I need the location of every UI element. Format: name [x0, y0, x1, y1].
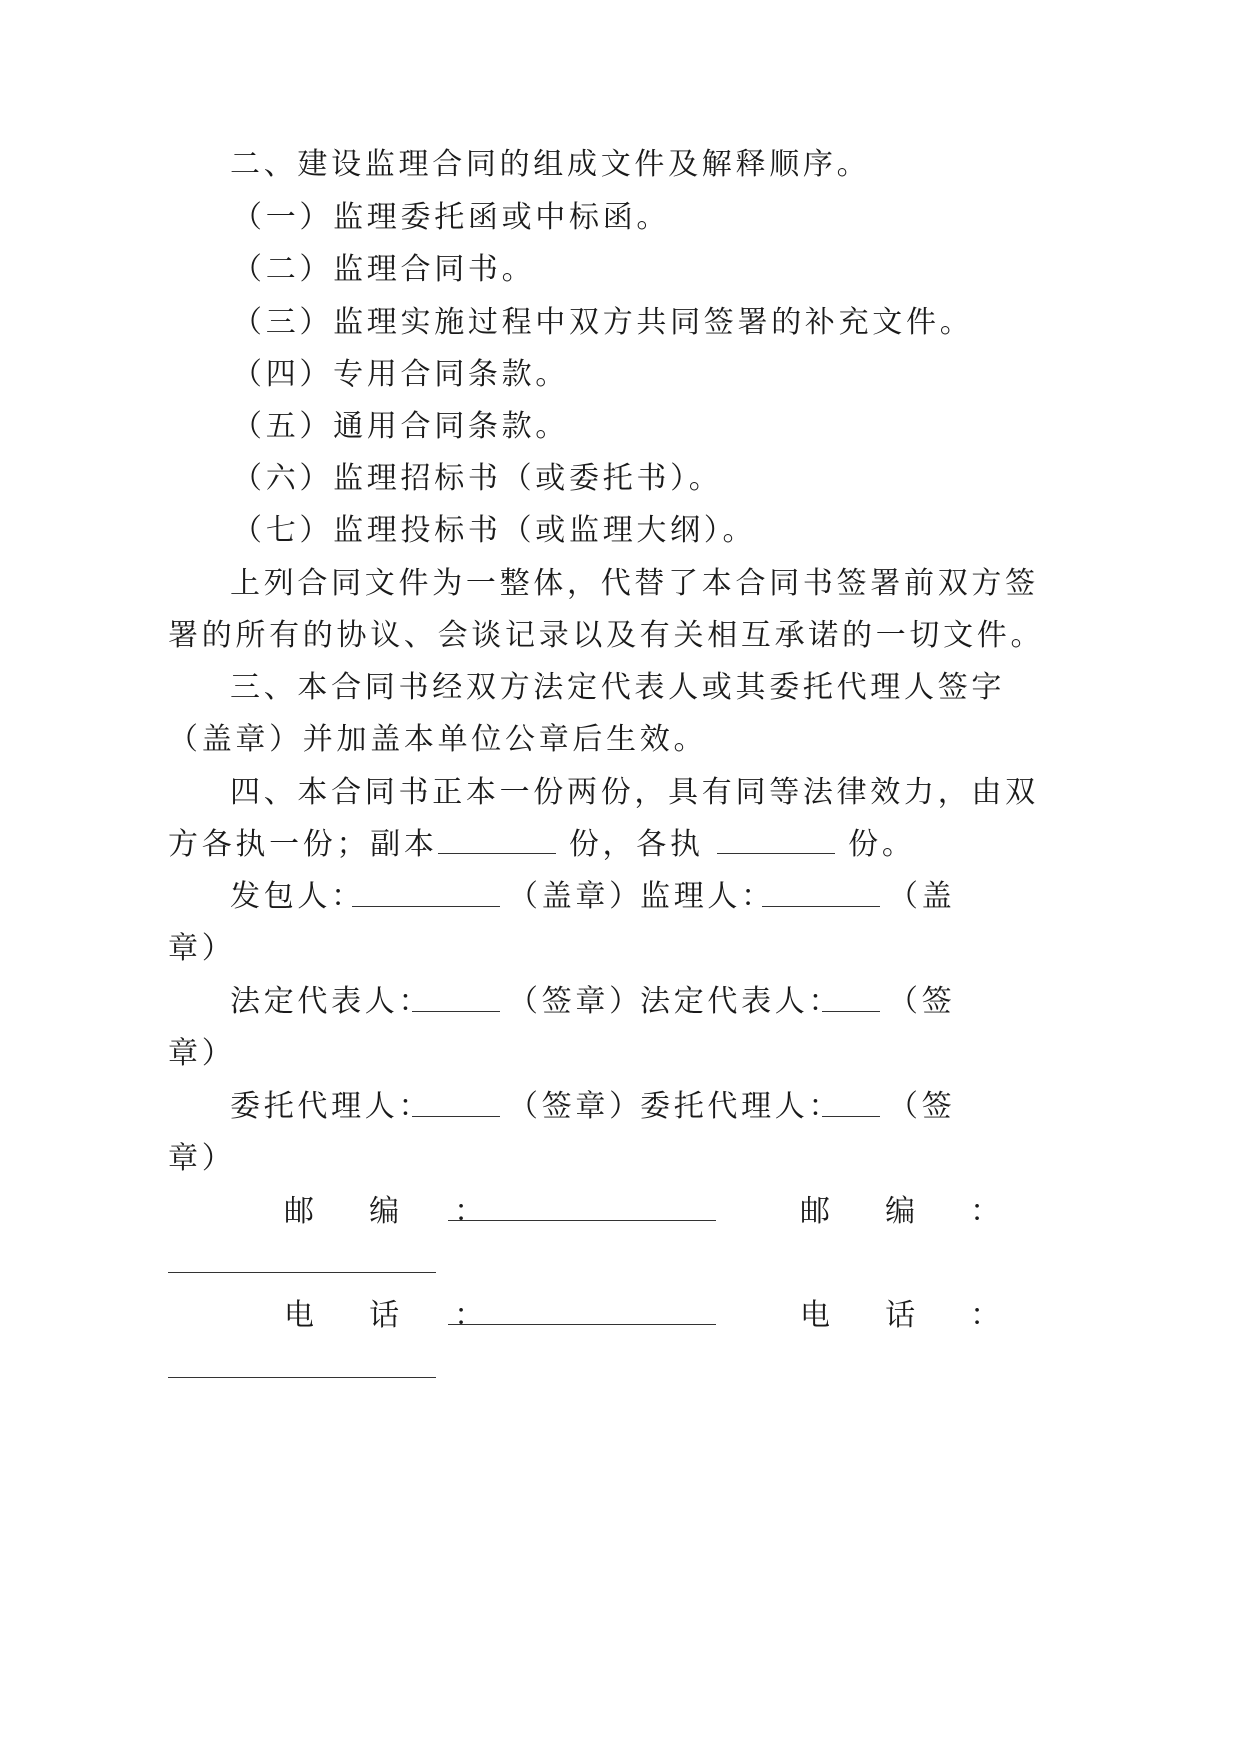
list-item: （五）通用合同条款。 — [232, 409, 569, 444]
legal-rep-label-right: 法定代表人： — [640, 984, 843, 1019]
legal-rep-sign-open-right: （签 — [888, 984, 956, 1019]
copies-unit-text: 份。 — [848, 827, 916, 862]
phone-label-right: 电 话 ： — [800, 1298, 1013, 1333]
legal-rep-sign-label-left: （签章） — [508, 984, 643, 1019]
section-3-line-2: （盖章）并加盖本单位公章后生效。 — [168, 722, 708, 757]
each-holds-blank[interactable] — [717, 827, 835, 854]
list-item: （三）监理实施过程中双方共同签署的补充文件。 — [232, 305, 974, 340]
agent-sign-open-right: （签 — [888, 1089, 956, 1124]
postcode-blank-right[interactable] — [168, 1272, 436, 1273]
agent-blank-left[interactable] — [412, 1090, 500, 1117]
agent-label-left: 委托代理人： — [230, 1089, 433, 1124]
list-item: （六）监理招标书（或委托书）。 — [232, 461, 723, 496]
employer-label: 发包人： — [230, 879, 365, 914]
agent-sign-close-right: 章） — [168, 1141, 236, 1176]
list-item: （一）监理委托函或中标函。 — [232, 200, 671, 235]
phone-blank-right[interactable] — [168, 1377, 436, 1378]
copies-count-blank[interactable] — [438, 827, 556, 854]
integral-paragraph-line-2: 署的所有的协议、会谈记录以及有关相互承诺的一切文件。 — [168, 618, 1045, 653]
list-item: （二）监理合同书。 — [232, 252, 536, 287]
section-4-line-1: 四、本合同书正本一份两份，具有同等法律效力，由双 — [230, 775, 1039, 810]
legal-rep-blank-right[interactable] — [822, 985, 880, 1012]
each-holds-text: 份，各执 — [568, 827, 704, 862]
supervisor-blank[interactable] — [762, 880, 880, 907]
employer-blank[interactable] — [352, 880, 500, 907]
phone-label-left: 电 话 ： — [284, 1298, 497, 1333]
section-3-line-1: 三、本合同书经双方法定代表人或其委托代理人签字 — [230, 670, 1006, 705]
supervisor-seal-close: 章） — [168, 931, 236, 966]
copies-text: 方各执一份；副本 — [168, 827, 438, 862]
list-item: （七）监理投标书（或监理大纲）。 — [232, 513, 757, 548]
list-item: （四）专用合同条款。 — [232, 357, 569, 392]
integral-paragraph-line-1: 上列合同文件为一整体，代替了本合同书签署前双方签 — [230, 566, 1039, 601]
supervisor-label: 监理人： — [640, 879, 775, 914]
agent-sign-label-left: （签章） — [508, 1089, 643, 1124]
legal-rep-label-left: 法定代表人： — [230, 984, 433, 1019]
section-2-heading: 二、建设监理合同的组成文件及解释顺序。 — [230, 147, 871, 182]
supervisor-seal-open: （盖 — [888, 879, 956, 914]
legal-rep-sign-close-right: 章） — [168, 1036, 236, 1071]
postcode-blank-left[interactable] — [448, 1220, 716, 1221]
agent-blank-right[interactable] — [822, 1090, 880, 1117]
employer-seal-label: （盖章） — [508, 879, 643, 914]
section-4-line-2 — [168, 825, 916, 865]
agent-label-right: 委托代理人： — [640, 1089, 843, 1124]
postcode-label-right: 邮 编 ： — [800, 1194, 1013, 1229]
legal-rep-blank-left[interactable] — [412, 985, 500, 1012]
postcode-label-left: 邮 编 ： — [284, 1194, 497, 1229]
phone-blank-left[interactable] — [448, 1324, 716, 1325]
